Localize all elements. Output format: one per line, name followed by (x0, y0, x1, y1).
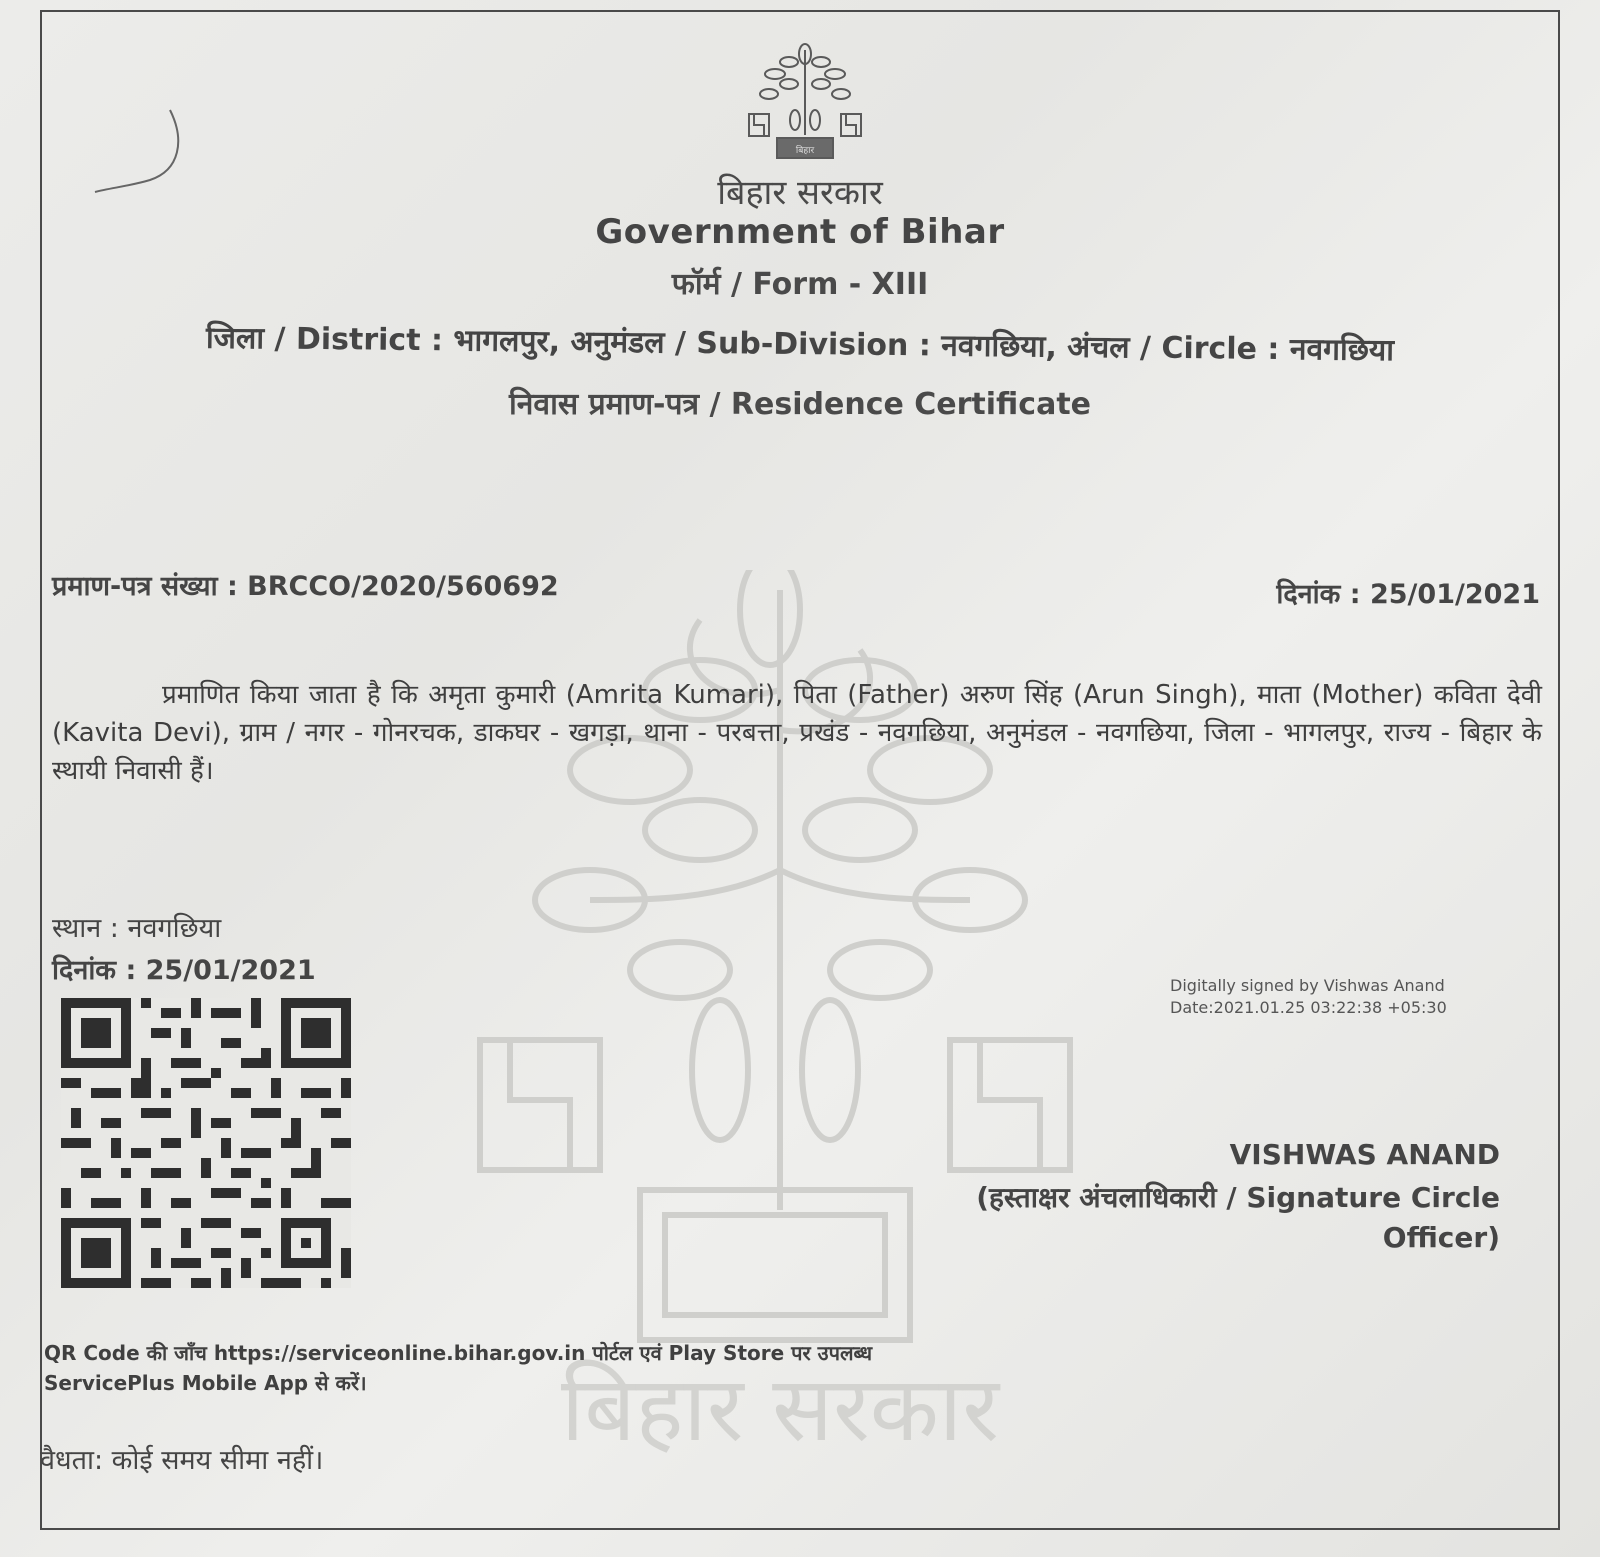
district-line: जिला / District : भागलपुर, अनुमंडल / Sub-Division : नवगछिया, अंचल / Circle : नवगछिया (205, 320, 1395, 369)
govt-name-english: Government of Bihar (595, 212, 1005, 252)
certificate-title: निवास प्रमाण-पत्र / Residence Certificate (508, 387, 1092, 422)
digital-signature-block (1170, 975, 1447, 1019)
footer-date: दिनांक : 25/01/2021 (52, 955, 316, 986)
qr-verification-note: QR Code की जाँच https://serviceonline.bihar.gov.in पोर्टल एवं Play Store पर उपलब्ध ServicePlus Mobile App से करें। (44, 1341, 873, 1395)
signer-name: VISHWAS ANAND (1229, 1138, 1500, 1171)
govt-name-hindi: बिहार सरकार (717, 173, 883, 213)
form-number: फॉर्म / Form - XIII (671, 267, 929, 302)
signer-role: (हस्ताक्षर अंचलाधिकारी / Signature Circle Officer) (976, 1181, 1500, 1254)
digital-signature-line1: Digitally signed by Vishwas Anand (1170, 976, 1445, 995)
qr-code-icon (58, 998, 354, 1288)
watermark-text: बिहार सरकार (560, 1357, 1000, 1462)
bihar-emblem-icon (745, 40, 865, 165)
emblem-plaque-text: बिहार (795, 146, 815, 156)
certificate-number: प्रमाण-पत्र संख्या : BRCCO/2020/560692 (52, 571, 559, 602)
validity-note: वैधता: कोई समय सीमा नहीं। (40, 1445, 324, 1476)
place: स्थान : नवगछिया (52, 913, 222, 944)
certificate-body: प्रमाणित किया जाता है कि अमृता कुमारी (Amrita Kumari), पिता (Father) अरुण सिंह (Arun Singh), माता (Mother) कविता देवी (Kavita Devi), ग्राम / नगर - गोनरचक, डाकघर - खगड़ा, थाना - परबत्ता, प्रखंड - नवगछिया, अनुमंडल - नवगछिया, जिला - भागलपुर, राज्य - बिहार के स्थायी निवासी हैं। (52, 680, 1542, 786)
issue-date: दिनांक : 25/01/2021 (1276, 579, 1540, 610)
digital-signature-line2: Date:2021.01.25 03:22:38 +05:30 (1170, 998, 1447, 1017)
